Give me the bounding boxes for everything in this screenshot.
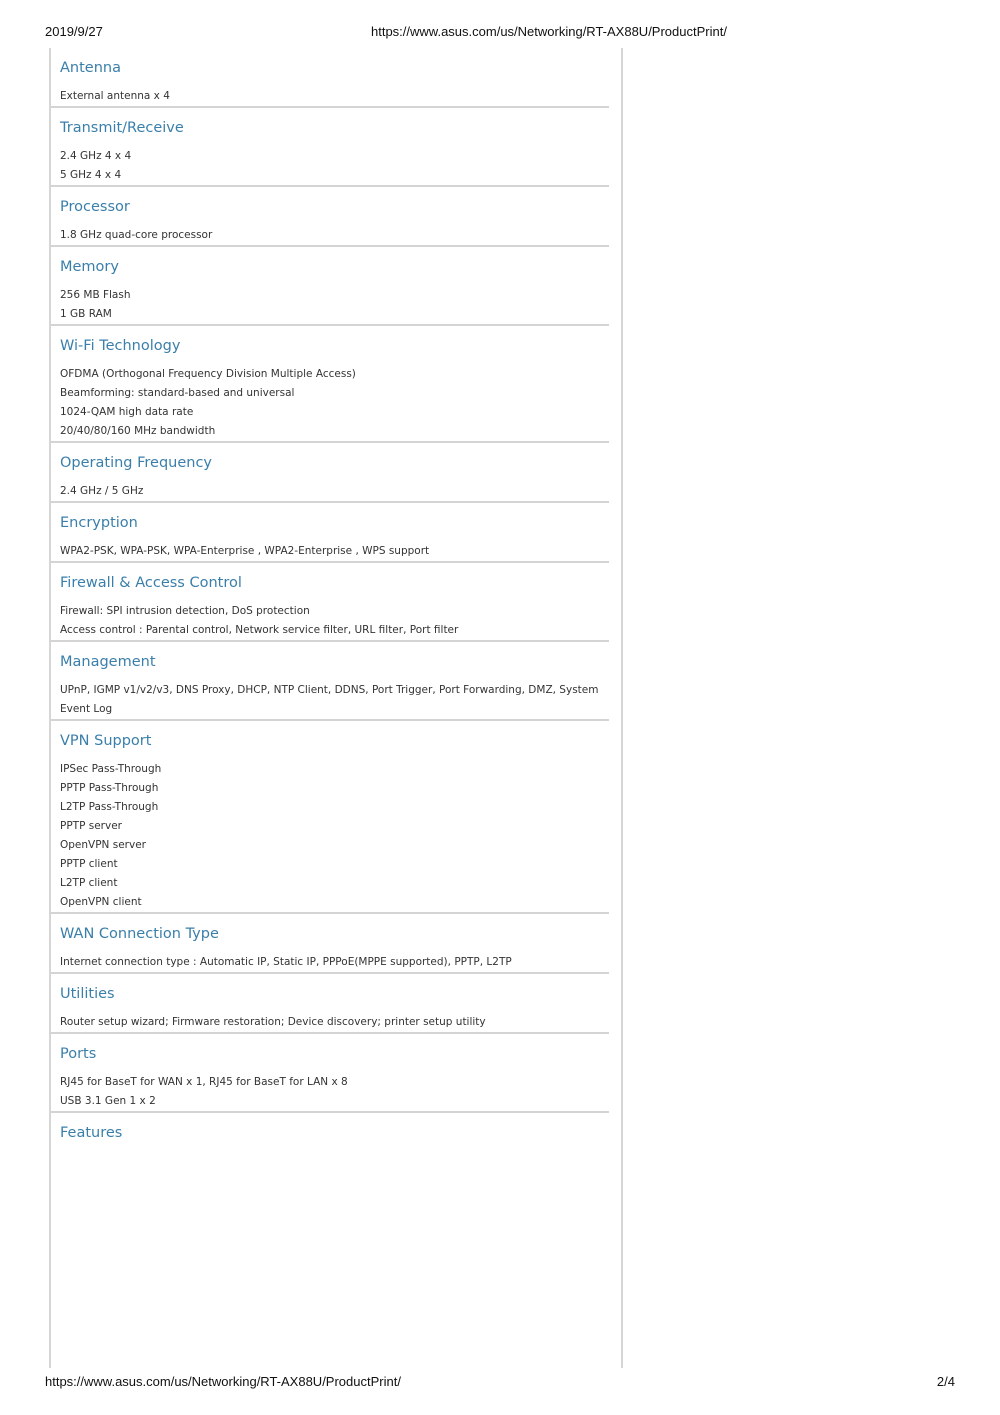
spec-line: 2.4 GHz / 5 GHz — [60, 485, 144, 497]
right-divider — [621, 48, 623, 1368]
spec-line: PPTP Pass-Through — [60, 782, 159, 794]
spec-section-wan-connection-type — [51, 914, 609, 974]
spec-lines — [60, 357, 609, 441]
spec-line: OFDMA (Orthogonal Frequency Division Multiple Access) — [60, 368, 356, 380]
spec-title: Operating Frequency — [60, 455, 213, 471]
spec-lines — [60, 139, 609, 185]
spec-line: RJ45 for BaseT for WAN x 1, RJ45 for BaseT for LAN x 8 — [60, 1076, 348, 1088]
spec-line: 1.8 GHz quad-core processor — [60, 229, 213, 241]
spec-section-processor — [51, 187, 609, 247]
spec-line: Access control : Parental control, Network service filter, URL filter, Port filter — [60, 624, 459, 636]
spec-lines — [60, 752, 609, 912]
spec-line: 5 GHz 4 x 4 — [60, 169, 122, 181]
spec-line: Router setup wizard; Firmware restoration; Device discovery; printer setup utility — [60, 1016, 486, 1028]
print-header-url: https://www.asus.com/us/Networking/RT-AX88U/ProductPrint/ — [371, 24, 727, 39]
spec-lines — [60, 79, 609, 106]
spec-section-features — [51, 1113, 609, 1144]
spec-lines — [60, 218, 609, 245]
spec-lines — [60, 945, 609, 972]
spec-title: WAN Connection Type — [60, 926, 219, 942]
spec-line: Event Log — [60, 703, 113, 715]
spec-section-operating-frequency — [51, 443, 609, 503]
spec-title: Antenna — [60, 60, 121, 76]
spec-line: 1 GB RAM — [60, 308, 112, 320]
spec-line: WPA2-PSK, WPA-PSK, WPA-Enterprise , WPA2-Enterprise , WPS support — [60, 545, 430, 557]
spec-line: Firewall: SPI intrusion detection, DoS protection — [60, 605, 310, 617]
spec-title: Features — [60, 1125, 123, 1141]
spec-line: 1024-QAM high data rate — [60, 406, 194, 418]
spec-lines — [60, 673, 609, 719]
spec-line: PPTP server — [60, 820, 122, 832]
spec-section-vpn-support — [51, 721, 609, 914]
spec-title: Memory — [60, 259, 119, 275]
spec-lines — [60, 1065, 609, 1111]
spec-line: L2TP client — [60, 877, 118, 889]
print-date: 2019/9/27 — [45, 24, 103, 39]
spec-section-memory — [51, 247, 609, 326]
spec-section-antenna — [51, 48, 609, 108]
page-number: 2/4 — [936, 1374, 955, 1389]
print-footer-url: https://www.asus.com/us/Networking/RT-AX88U/ProductPrint/ — [45, 1374, 401, 1389]
spec-line: Internet connection type : Automatic IP, Static IP, PPPoE(MPPE supported), PPTP, L2TP — [60, 956, 512, 968]
spec-lines — [60, 594, 609, 640]
spec-section-transmit-receive — [51, 108, 609, 187]
spec-line: OpenVPN server — [60, 839, 146, 851]
spec-line: L2TP Pass-Through — [60, 801, 159, 813]
spec-title: VPN Support — [60, 733, 152, 749]
spec-section-wi-fi-technology — [51, 326, 609, 443]
spec-title: Firewall & Access Control — [60, 575, 242, 591]
spec-section-utilities — [51, 974, 609, 1034]
spec-lines — [60, 1005, 609, 1032]
spec-lines — [60, 534, 609, 561]
spec-line: External antenna x 4 — [60, 90, 170, 102]
spec-line: UPnP, IGMP v1/v2/v3, DNS Proxy, DHCP, NTP Client, DDNS, Port Trigger, Port Forwarding, DMZ, System — [60, 684, 599, 696]
spec-section-management — [51, 642, 609, 721]
spec-lines — [60, 474, 609, 501]
spec-section-firewall-access-control — [51, 563, 609, 642]
spec-title: Processor — [60, 199, 130, 215]
spec-line: Beamforming: standard-based and universal — [60, 387, 295, 399]
spec-section-ports — [51, 1034, 609, 1113]
spec-line: 20/40/80/160 MHz bandwidth — [60, 425, 216, 437]
spec-line: IPSec Pass-Through — [60, 763, 162, 775]
spec-line: 2.4 GHz 4 x 4 — [60, 150, 132, 162]
spec-lines — [60, 278, 609, 324]
spec-line: 256 MB Flash — [60, 289, 131, 301]
spec-title: Wi-Fi Technology — [60, 338, 181, 354]
spec-list — [51, 48, 609, 1144]
spec-line: USB 3.1 Gen 1 x 2 — [60, 1095, 156, 1107]
spec-title: Utilities — [60, 986, 115, 1002]
spec-line: OpenVPN client — [60, 896, 142, 908]
spec-section-encryption — [51, 503, 609, 563]
spec-title: Management — [60, 654, 156, 670]
spec-title: Transmit/Receive — [60, 120, 184, 136]
spec-title: Ports — [60, 1046, 97, 1062]
spec-title: Encryption — [60, 515, 138, 531]
spec-line: PPTP client — [60, 858, 118, 870]
